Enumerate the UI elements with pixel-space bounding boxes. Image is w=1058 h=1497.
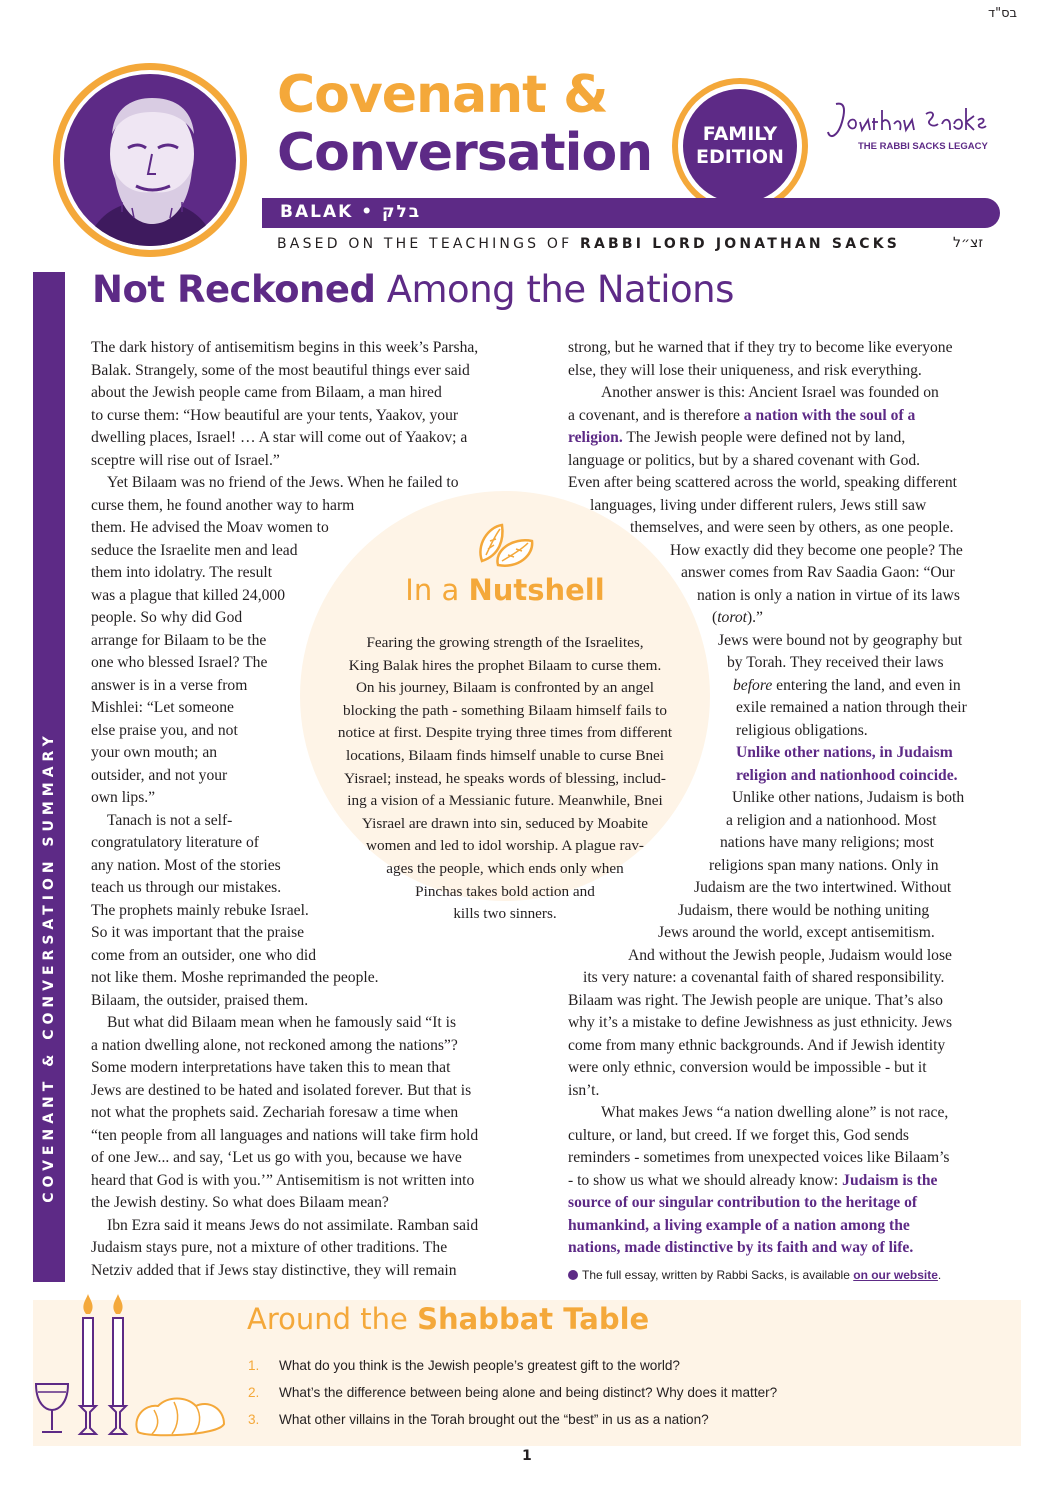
badge-line-2: EDITION — [696, 146, 784, 168]
logo-tagline: THE RABBI SACKS LEGACY — [858, 141, 988, 152]
text-run: people. So why did God — [91, 609, 243, 626]
text-run: own lips.” — [91, 789, 156, 806]
text-run: Balak. Strangely, some of the most beautiful things ever said — [91, 361, 470, 379]
family-edition-badge — [672, 78, 808, 214]
highlight-text: humankind, a living example of a nation among the — [568, 1216, 910, 1234]
almond-icon — [472, 521, 542, 571]
article-line — [91, 1035, 478, 1058]
article-line — [568, 1125, 967, 1148]
text-run: congratulatory literature of — [91, 834, 259, 851]
text-run: Judaism stays pure, not a mixture of other traditions. The — [91, 1239, 448, 1256]
article-line — [568, 562, 967, 585]
text-run: entering the land, and even in — [772, 676, 961, 694]
text-run: Bilaam, the outsider, praised them. — [91, 991, 309, 1009]
text-run: Tanach is not a self- — [107, 811, 233, 829]
article-line — [568, 1237, 967, 1260]
text-run: Judaism are the two intertwined. Without — [694, 879, 952, 896]
headline-bold: Not Reckoned — [92, 268, 376, 311]
article-line — [91, 1057, 478, 1080]
text-run: Bilaam was right. The Jewish people are unique. That’s also — [568, 991, 943, 1009]
highlight-text: religion and nationhood coincide. — [736, 766, 958, 784]
text-run: its very nature: a covenantal faith of shared responsibility. — [583, 969, 945, 986]
question-3 — [248, 1412, 709, 1427]
text-run: religious obligations. — [736, 721, 868, 739]
article-line — [91, 945, 478, 968]
nutshell-line: Yisrael are drawn into sin, seduced by Moabite — [362, 814, 648, 832]
highlight-text: religion. — [568, 429, 623, 446]
text-run: What makes Jews “a nation dwelling alone” is not race, — [601, 1104, 949, 1121]
text-run: Jews were bound not by geography but — [718, 631, 963, 649]
article-line — [568, 450, 967, 473]
candles-wine-challah-icon — [28, 1292, 250, 1442]
article-line — [568, 517, 967, 540]
question-1 — [248, 1358, 680, 1373]
article-line — [91, 1237, 478, 1260]
text-run: a religion and a nationhood. Most — [726, 811, 937, 829]
footnote-text: The full essay, written by Rabbi Sacks, is available — [582, 1268, 854, 1282]
parsha-name: BALAK • בלק — [280, 202, 422, 222]
text-run: nations have many religions; most — [720, 834, 934, 851]
text-run: answer is in a verse from — [91, 676, 248, 694]
italic-text: before — [733, 676, 773, 694]
footnote-end: . — [937, 1268, 942, 1282]
author-name: RABBI LORD JONATHAN SACKS — [580, 236, 901, 252]
nutshell-line: King Balak hires the prophet Bilaam to curse them. — [348, 656, 662, 674]
text-run: come from many ethnic backgrounds. And if Jewish identity — [568, 1036, 946, 1054]
text-run: language or politics, but by a shared covenant with God. — [568, 451, 921, 469]
text-run: Even after being scattered across the world, speaking different — [568, 474, 957, 491]
text-run: Jews around the world, except antisemitism. — [658, 924, 935, 941]
article-line — [91, 337, 478, 360]
article-line — [568, 1102, 967, 1125]
article-line — [91, 1080, 478, 1103]
text-run: Mishlei: “Let someone — [91, 699, 234, 716]
article-line — [568, 1147, 967, 1170]
text-run: a nation dwelling alone, not reckoned among the nations”? — [91, 1036, 458, 1054]
text-run: teach us through our mistakes. — [91, 879, 282, 896]
highlight-text: nations, made distinctive by its faith and way of life. — [568, 1239, 914, 1256]
title-line-1: Covenant & — [277, 65, 608, 125]
highlight-text: Unlike other nations, in Judaism — [736, 744, 953, 761]
nutshell-line: locations, Bilaam finds himself unable to curse Bnei — [345, 746, 665, 764]
text-run: exile remained a nation through their — [736, 699, 967, 716]
article-line — [91, 540, 478, 563]
text-run: else praise you, and not — [91, 721, 238, 739]
text-run: them into idolatry. The result — [91, 564, 273, 581]
article-line — [568, 585, 967, 608]
nutshell-title — [400, 573, 610, 607]
text-run: Some modern interpretations have taken this to mean that — [91, 1059, 451, 1076]
article-line — [568, 337, 967, 360]
article-line — [91, 990, 478, 1013]
text-run: come from an outsider, one who did — [91, 946, 316, 964]
text-run: culture, or land, but creed. If we forget this, God sends — [568, 1126, 909, 1144]
text-run: outsider, and not your — [91, 766, 228, 784]
nutshell-summary — [300, 632, 710, 926]
article-line — [568, 1012, 967, 1035]
text-run: The prophets mainly rebuke Israel. — [91, 901, 309, 919]
text-run: arrange for Bilaam to be the — [91, 631, 267, 649]
text-run: curse them, he found another way to harm — [91, 496, 355, 514]
text-run: reminders - sometimes from unexpected voices like Bilaam’s — [568, 1149, 950, 1166]
article-line — [568, 945, 967, 968]
article-line — [91, 1102, 478, 1125]
article-line — [91, 1170, 478, 1193]
text-run: Jews are destined to be hated and isolated forever. But that is — [91, 1081, 472, 1099]
article-line — [568, 607, 967, 630]
text-run: nation is only a nation in virtue of its laws — [697, 586, 960, 604]
text-run: Another answer is this: Ancient Israel was founded on — [601, 384, 939, 401]
text-run: answer comes from Rav Saadia Gaon: “Our — [681, 564, 955, 581]
headline-rest: Among the Nations — [375, 268, 734, 311]
text-run: ( — [712, 609, 718, 626]
nutshell-line: ages the people, which ends only when — [386, 859, 624, 877]
text-run: strong, but he warned that if they try to become like everyone — [568, 339, 953, 356]
question-text: What other villains in the Torah brought out the “best” in us as a nation? — [279, 1412, 709, 1427]
article-line — [91, 1125, 478, 1148]
text-run: dwelling places, Israel! … A star will come out of Yaakov; a — [91, 429, 468, 446]
article-line — [91, 607, 478, 630]
text-run: The dark history of antisemitism begins in this week’s Parsha, — [91, 339, 479, 356]
nutshell-line: women and led to idol worship. A plague rav- — [366, 837, 644, 855]
text-run: was a plague that killed 24,000 — [91, 586, 286, 604]
question-text: What’s the difference between being alone and being distinct? Why does it matter? — [279, 1385, 778, 1400]
article-line — [568, 990, 967, 1013]
article-line — [91, 427, 478, 450]
text-run: So it was important that the praise — [91, 924, 305, 941]
text-run: Unlike other nations, Judaism is both — [732, 789, 965, 806]
text-run: about the Jewish people came from Bilaam, a man hired — [91, 384, 442, 401]
article-line — [91, 495, 478, 518]
article-line — [91, 1147, 478, 1170]
text-run: “ten people from all languages and nations will take firm hold — [91, 1126, 479, 1144]
article-line — [568, 1057, 967, 1080]
highlight-text: a nation with the soul of a — [743, 406, 916, 424]
article-line — [91, 382, 478, 405]
article-line — [91, 472, 478, 495]
title-line-2: Conversation — [277, 123, 653, 183]
text-run: of one Jew... and say, ‘Let us go with you, because we have — [91, 1149, 462, 1166]
rabbi-portrait-icon — [52, 62, 248, 258]
article-line — [91, 450, 478, 473]
text-run: themselves, and were seen by others, as one people. — [630, 519, 954, 536]
based-on-line — [277, 236, 900, 252]
website-link[interactable]: on our website — [853, 1268, 938, 1282]
article-line — [568, 427, 967, 450]
sidebar-label: COVENANT & CONVERSATION SUMMARY — [41, 731, 57, 1203]
article-line — [568, 495, 967, 518]
shabbat-table-title — [247, 1302, 649, 1336]
nutshell-line: blocking the path - something Bilaam himself fails to — [343, 701, 667, 719]
article-line — [91, 967, 478, 990]
nutshell-line: ing a vision of a Messianic future. Meanwhile, Bnei — [347, 792, 663, 810]
text-run: any nation. Most of the stories — [91, 856, 281, 874]
text-run: ).” — [746, 609, 763, 626]
nutshell-line: Yisrael; instead, he speaks words of blessing, includ- — [344, 769, 666, 787]
nutshell-title-bold: Nutshell — [468, 573, 605, 607]
text-run: How exactly did they become one people? The — [670, 541, 963, 559]
question-number: 3. — [248, 1412, 260, 1427]
text-run: Yet Bilaam was no friend of the Jews. When he failed to — [107, 474, 459, 491]
nutshell-line: On his journey, Bilaam is confronted by an angel — [355, 679, 655, 697]
text-run: why it’s a mistake to define Jewishness as just ethnicity. Jews — [568, 1014, 953, 1031]
text-run: languages, living under different rulers, Jews still saw — [590, 496, 927, 514]
article-headline — [92, 268, 734, 311]
text-run: not like them. Moshe reprimanded the people. — [91, 969, 379, 986]
article-line — [568, 1080, 967, 1103]
question-text: What do you think is the Jewish people’s greatest gift to the world? — [279, 1358, 680, 1373]
text-run: not what the prophets said. Zechariah foresaw a time when — [91, 1104, 459, 1121]
text-run: sceptre will rise out of Israel.” — [91, 451, 280, 469]
italic-text: torot — [717, 609, 747, 626]
text-run: to curse them: “How beautiful are your tents, Yaakov, your — [91, 406, 459, 424]
author-honorific: זצ״ל — [953, 235, 984, 251]
badge-line-1: FAMILY — [702, 123, 778, 145]
table-title-bold: Shabbat Table — [417, 1302, 650, 1336]
article-line — [568, 1170, 967, 1193]
text-run: religions span many nations. Only in — [709, 856, 939, 874]
article-line — [568, 405, 967, 428]
text-run: else, they will lose their uniqueness, and risk everything. — [568, 361, 922, 379]
footnote — [568, 1268, 941, 1282]
text-run: heard that God is with you.’” Antisemitism is not written into — [91, 1171, 475, 1189]
text-run: seduce the Israelite men and lead — [91, 541, 298, 559]
article-line — [568, 540, 967, 563]
text-run: the Jewish destiny. So what does Bilaam mean? — [91, 1194, 389, 1211]
text-run: were only ethnic, conversion would be impossible - but it — [568, 1059, 927, 1076]
question-number: 1. — [248, 1358, 260, 1373]
article-line — [91, 1192, 478, 1215]
bsd-mark: בס"ד — [988, 6, 1018, 21]
text-run: them. He advised the Moav women to — [91, 519, 329, 536]
article-line — [568, 360, 967, 383]
text-run: And without the Jewish people, Judaism would lose — [628, 946, 952, 964]
page-number: 1 — [522, 1448, 532, 1464]
article-line — [91, 1260, 478, 1283]
question-number: 2. — [248, 1385, 260, 1400]
nutshell-line: notice at first. Despite trying three times from different — [337, 724, 673, 742]
text-run: The Jewish people were defined not by land, — [622, 429, 906, 446]
article-line — [91, 405, 478, 428]
article-line — [568, 1192, 967, 1215]
article-line — [91, 1012, 478, 1035]
article-line — [91, 360, 478, 383]
text-run: - to show us what we should already know: — [568, 1171, 843, 1189]
article-line — [91, 517, 478, 540]
article-line — [568, 1035, 967, 1058]
highlight-text: source of our singular contribution to the heritage of — [568, 1194, 918, 1211]
nutshell-line: Fearing the growing strength of the Israelites, — [366, 634, 644, 651]
article-line — [568, 967, 967, 990]
text-run: But what did Bilaam mean when he famously said “It is — [107, 1014, 457, 1031]
text-run: your own mouth; an — [91, 744, 218, 761]
text-run: isn’t. — [568, 1081, 600, 1099]
nutshell-line: Pinchas takes bold action and — [415, 882, 595, 900]
text-run: a covenant, and is therefore — [568, 406, 744, 424]
text-run: Ibn Ezra said it means Jews do not assimilate. Ramban said — [107, 1216, 479, 1234]
table-title-prefix: Around the — [247, 1302, 418, 1336]
text-run: Netziv added that if Jews stay distinctive, they will remain — [91, 1261, 457, 1279]
article-line — [568, 1215, 967, 1238]
text-run: one who blessed Israel? The — [91, 654, 268, 671]
text-run: by Torah. They received their laws — [727, 654, 944, 671]
bullet-dot-icon — [568, 1270, 578, 1280]
summary-sidebar — [33, 272, 65, 1282]
question-2 — [248, 1385, 777, 1400]
nutshell-line: kills two sinners. — [453, 905, 557, 923]
parsha-bar — [262, 198, 1000, 228]
text-run: Judaism, there would be nothing uniting — [678, 901, 930, 919]
based-on-prefix: BASED ON THE TEACHINGS OF — [277, 236, 581, 252]
article-line — [568, 382, 967, 405]
article-line — [91, 1215, 478, 1238]
nutshell-title-prefix: In a — [405, 573, 469, 607]
article-line — [568, 472, 967, 495]
highlight-text: Judaism is the — [842, 1171, 938, 1189]
